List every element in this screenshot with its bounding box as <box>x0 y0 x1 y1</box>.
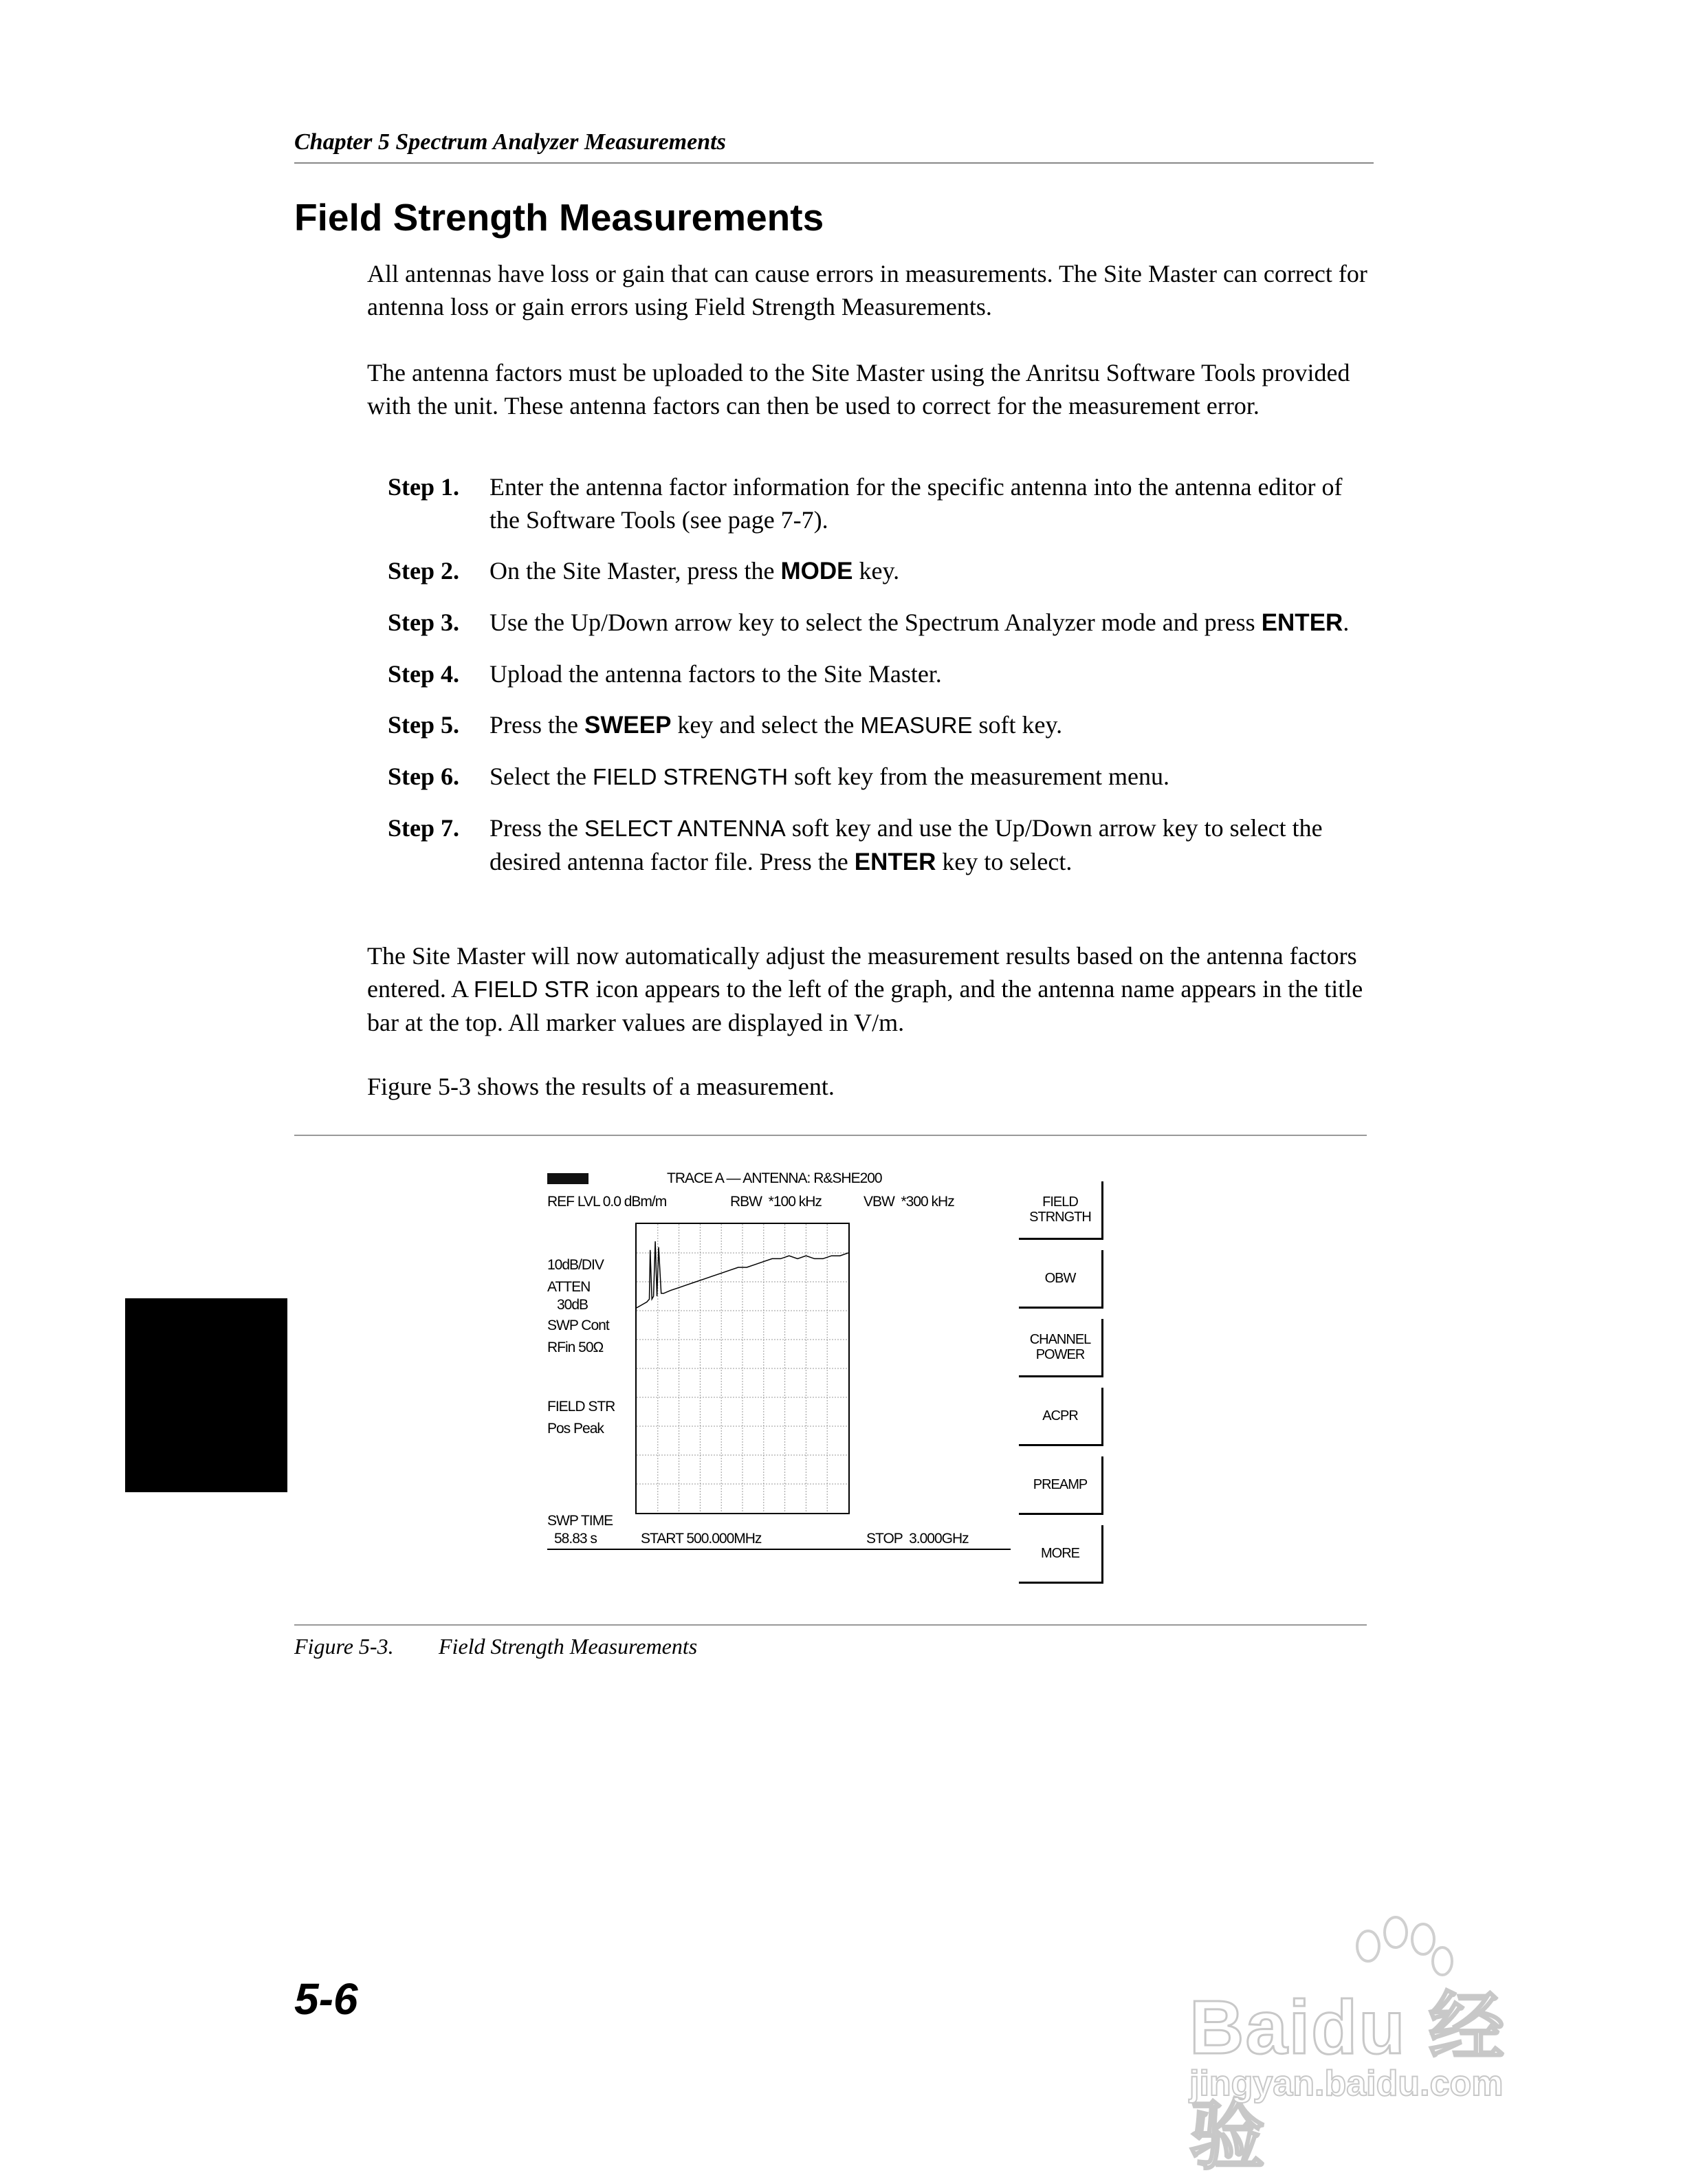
rf-input-label: RFin 50Ω <box>547 1340 604 1355</box>
atten-value: 30dB <box>557 1297 588 1313</box>
stop-frequency-label: STOP 3.000GHz <box>866 1531 969 1547</box>
step-text-part: On the Site Master, press the <box>490 557 781 585</box>
section-title: Field Strength Measurements <box>294 196 824 239</box>
step-item <box>388 760 1378 794</box>
step-text-part: key and select the <box>671 711 861 739</box>
softkey-label: FIELD STRNGTH <box>1029 1194 1091 1225</box>
step-label: Step 1. <box>388 473 460 501</box>
watermark-brand: Baidu 经验 <box>1189 1985 1506 2178</box>
paragraph-intro: All antennas have loss or gain that can cause errors in measurements. The Site Master can correct for antenna loss or gain errors using Field Strength Measurements. <box>367 260 1367 320</box>
start-frequency-label: START 500.000MHz <box>641 1531 762 1547</box>
step-text: Upload the antenna factors to the Site Master. <box>490 660 942 688</box>
ref-level-label: REF LVL 0.0 dBm/m <box>547 1194 667 1210</box>
softkey-obw[interactable] <box>1019 1250 1103 1309</box>
step-text-part: soft key. <box>972 711 1063 739</box>
softkey-label: MORE <box>1041 1546 1079 1561</box>
baidu-watermark <box>1162 1905 1574 2178</box>
paragraph-antenna-factors: The antenna factors must be uploaded to the Site Master using the Anritsu Software Tools provided with the unit. These antenna factors can then be used to correct for the measurement error. <box>367 359 1350 419</box>
page-number: 5-6 <box>294 1974 358 2024</box>
step-text <box>490 554 1378 588</box>
step-text-part: key to select. <box>936 848 1072 875</box>
paragraph-figure-reference: Figure 5-3 shows the results of a measurement. <box>367 1073 835 1100</box>
step-text <box>490 708 1378 742</box>
softkey-preamp[interactable] <box>1019 1456 1103 1515</box>
step-text-part: soft key from the measurement menu. <box>788 763 1169 790</box>
step-item <box>388 708 1378 742</box>
trace-title: TRACE A — ANTENNA: R&SHE200 <box>667 1170 882 1186</box>
step-text-part: Use the Up/Down arrow key to select the Spectrum Analyzer mode and press <box>490 609 1262 636</box>
step-item <box>388 470 1378 536</box>
step-text-part: key. <box>852 557 900 585</box>
key-name: ENTER <box>854 849 936 875</box>
detection-label: Pos Peak <box>547 1421 604 1437</box>
step-label: Step 7. <box>388 814 460 842</box>
figure-number: Figure 5-3. <box>294 1634 394 1659</box>
step-item <box>388 606 1378 640</box>
figure-caption <box>294 1634 697 1659</box>
sweep-mode-label: SWP Cont <box>547 1318 609 1333</box>
softkey-name: FIELD STRENGTH <box>592 764 789 789</box>
softkey-label: OBW <box>1044 1271 1076 1286</box>
trace-graph <box>635 1223 850 1514</box>
step-text-part: Press the <box>490 814 584 842</box>
paragraph-text-part: The Site Master will now automatically adjust the measurement results based on the antenna factors entered. A <box>367 942 1357 1003</box>
trace-graph-svg <box>637 1224 848 1513</box>
softkey-name: MEASURE <box>860 712 973 738</box>
softkey-channel-power[interactable] <box>1019 1319 1103 1377</box>
step-text: Enter the antenna factor information for the specific antenna into the antenna editor of the Software Tools (see page 7-7). <box>490 473 1343 534</box>
step-item <box>388 657 1378 690</box>
softkey-acpr[interactable] <box>1019 1388 1103 1446</box>
step-label: Step 2. <box>388 557 460 585</box>
figure-top-divider <box>294 1135 1367 1136</box>
softkey-name: SELECT ANTENNA <box>584 816 786 841</box>
scale-label: 10dB/DIV <box>547 1257 604 1273</box>
step-label: Step 5. <box>388 711 460 739</box>
paragraph-results <box>367 939 1371 1039</box>
vbw-label: VBW *300 kHz <box>864 1194 954 1210</box>
figure-bottom-divider <box>294 1624 1367 1626</box>
key-name: ENTER <box>1261 609 1343 636</box>
step-item <box>388 554 1378 588</box>
field-str-icon: FIELD STR <box>547 1399 615 1415</box>
paragraph-text-part: icon appears to the left of the graph, and the antenna name appears in the title bar at the top. All marker values are displayed in V/m. <box>367 975 1363 1036</box>
step-label: Step 3. <box>388 609 460 636</box>
bottom-divider <box>547 1549 1011 1550</box>
figure-title: Field Strength Measurements <box>439 1634 698 1659</box>
step-text-part: soft key and use the Up/Down arrow key to select the desired antenna factor file. Press the <box>490 814 1323 875</box>
step-text <box>490 760 1378 794</box>
watermark-url: jingyan.baidu.com <box>1189 2064 1504 2104</box>
spectrum-analyzer-screen <box>543 1169 1121 1595</box>
battery-status-icon <box>547 1173 588 1184</box>
atten-label: ATTEN <box>547 1279 591 1295</box>
rbw-label: RBW *100 kHz <box>730 1194 822 1210</box>
softkey-label: ACPR <box>1042 1408 1078 1423</box>
step-label: Step 4. <box>388 660 460 688</box>
step-text-part: . <box>1343 609 1350 636</box>
step-label: Step 6. <box>388 763 460 790</box>
key-name: MODE <box>780 558 853 585</box>
chapter-header: Chapter 5 Spectrum Analyzer Measurements <box>294 129 1374 164</box>
sweep-time-value: 58.83 s <box>554 1531 597 1547</box>
icon-name: FIELD STR <box>473 976 590 1002</box>
softkey-label: PREAMP <box>1033 1477 1088 1492</box>
step-text-part: Press the <box>490 711 584 739</box>
chapter-side-tab <box>125 1298 287 1492</box>
step-item <box>388 811 1378 879</box>
step-text-part: Select the <box>490 763 593 790</box>
step-text <box>490 606 1378 640</box>
key-name: SWEEP <box>584 712 672 739</box>
step-text <box>490 811 1378 879</box>
softkey-more[interactable] <box>1019 1525 1103 1584</box>
softkey-field-strength[interactable] <box>1019 1181 1103 1240</box>
sweep-time-label: SWP TIME <box>547 1513 613 1529</box>
softkey-label: CHANNEL POWER <box>1029 1332 1091 1362</box>
step-list <box>388 470 1378 897</box>
